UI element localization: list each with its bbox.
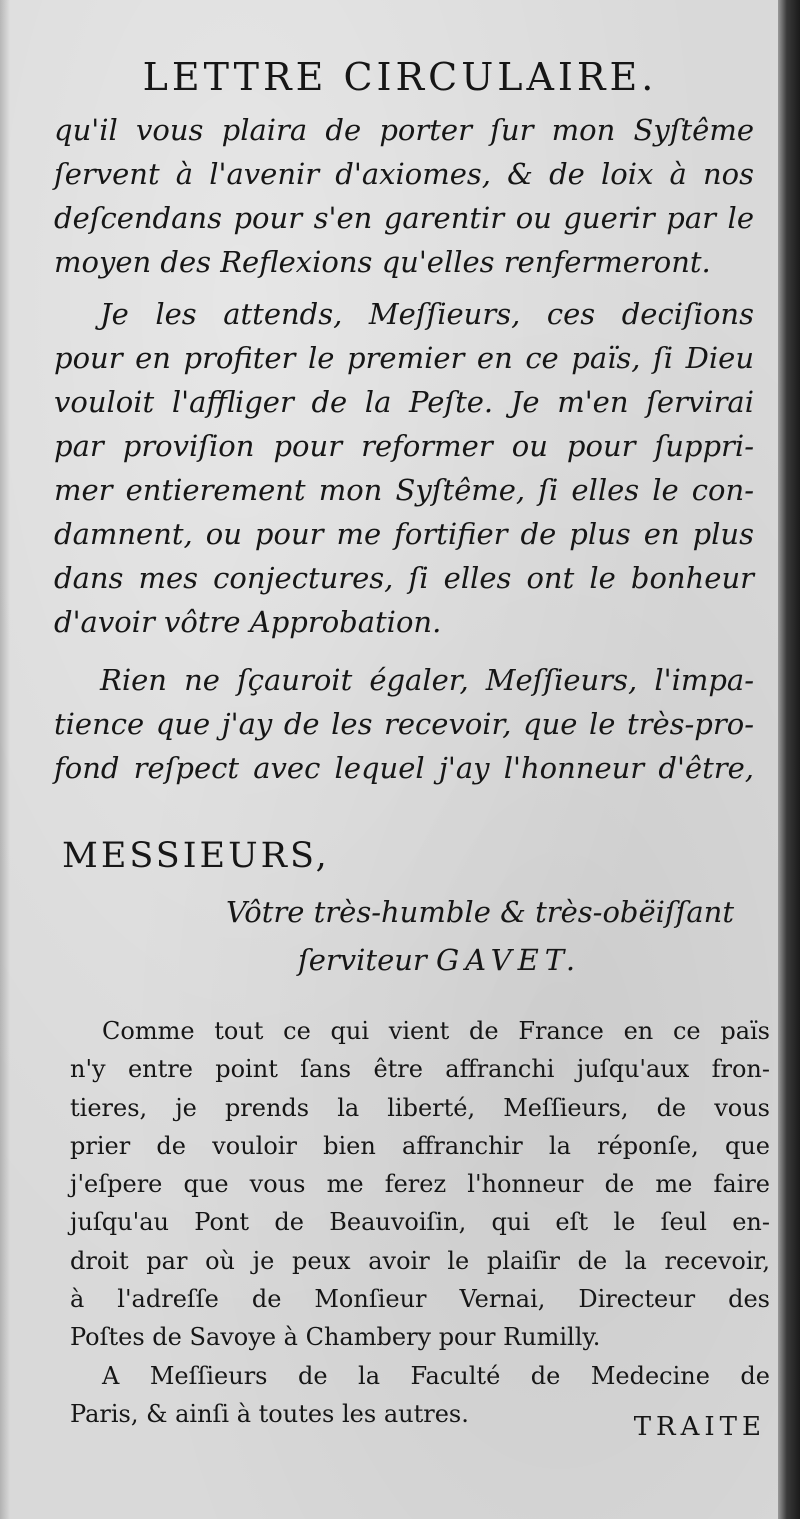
text-line: prier de vouloir bien affranchir la réponſe, que <box>70 1131 770 1160</box>
catchword: TRAITE <box>633 1412 766 1442</box>
postscript-block <box>70 1012 770 1433</box>
text-line: moyen des Reflexions qu'elles renfermeront. <box>54 245 711 279</box>
text-line: mer entierement mon Syſtême, ſi elles le con- <box>54 473 754 507</box>
text-line: Comme tout ce qui vient de France en ce païs <box>102 1017 770 1045</box>
address-line: Paris, & ainſi à toutes les autres. <box>70 1399 469 1428</box>
text-line: tieres, je prends la liberté, Meſſieurs, de vous <box>70 1093 770 1122</box>
text-line: n'y entre point ſans être affranchi juſqu'aux fron- <box>70 1055 770 1084</box>
running-head: LETTRE CIRCULAIRE. <box>142 55 658 99</box>
address-line: A Meſſieurs de la Faculté de Medecine de <box>102 1361 770 1390</box>
closing-word: ſerviteur <box>298 943 427 977</box>
text-line: damnent, ou pour me fortifier de plus en plus <box>54 517 754 551</box>
page-edge-shadow <box>778 0 800 1519</box>
text-line: d'avoir vôtre Approbation. <box>54 605 442 639</box>
page-gutter-shadow <box>0 0 10 1519</box>
text-line: droit par où je peux avoir le plaiſir de la recevoir, <box>70 1246 770 1275</box>
text-line: Poſtes de Savoye à Chambery pour Rumilly. <box>70 1323 601 1352</box>
closing-line: Vôtre très-humble & très-obëiſſant <box>226 895 735 929</box>
text-line: ſervent à l'avenir d'axiomes, & de loix à nos <box>54 157 754 191</box>
text-line: par proviſion pour reformer ou pour ſuppri- <box>54 429 754 463</box>
signature-block <box>226 888 734 984</box>
letter-paragraph-2 <box>54 292 754 644</box>
letter-paragraph-1 <box>54 108 754 284</box>
text-line: Rien ne ſçauroit égaler, Meſſieurs, l'impa- <box>100 663 754 697</box>
text-line: qu'il vous plaira de porter ſur mon Syſtême <box>54 113 754 147</box>
letter-paragraph-3 <box>54 658 754 790</box>
signatory-line <box>226 936 734 984</box>
salutation: MESSIEURS, <box>62 836 330 876</box>
text-line: deſcendans pour s'en garentir ou guerir par le <box>54 201 754 235</box>
text-line: vouloit l'affliger de la Peſte. Je m'en ſervirai <box>54 385 754 419</box>
text-line: juſqu'au Pont de Beauvoiſin, qui eſt le ſeul en- <box>70 1208 770 1237</box>
text-line: tience que j'ay de les recevoir, que le très-pro- <box>54 707 754 741</box>
text-line: dans mes conjectures, ſi elles ont le bonheur <box>54 561 754 595</box>
text-line: Je les attends, Meſſieurs, ces deciſions <box>100 297 754 331</box>
text-line: j'eſpere que vous me ferez l'honneur de me faire <box>70 1170 770 1199</box>
text-line: à l'adreſſe de Monſieur Vernai, Directeur des <box>70 1285 770 1314</box>
text-line: fond reſpect avec lequel j'ay l'honneur d'être, <box>54 751 754 785</box>
signatory-name: GAVET. <box>436 943 582 977</box>
text-line: pour en profiter le premier en ce païs, ſi Dieu <box>54 341 754 375</box>
